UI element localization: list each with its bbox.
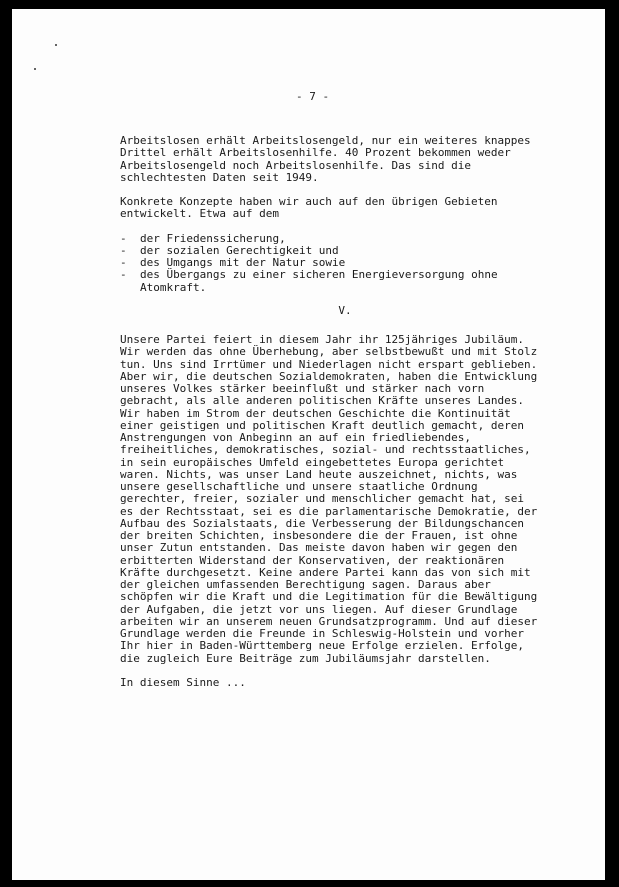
text-line: erbitterten Widerstand der Konservativen, der reaktionären xyxy=(120,553,505,567)
text-line: Aber wir, die deutschen Sozialdemokraten, haben die Entwicklung xyxy=(120,369,538,383)
list-item xyxy=(120,269,570,294)
text-line: einer geistigen und politischen Kraft deutlich gemacht, deren xyxy=(120,418,524,432)
text-line: unseres Volkes stärker beeinflußt und stärker nach vorn xyxy=(120,382,485,395)
text-line: entwickelt. Etwa auf dem xyxy=(120,207,279,221)
text-line: schlechtesten Daten seit 1949. xyxy=(120,170,319,184)
text-line: in sein europäisches Umfeld eingebettetes Europa gerichtet xyxy=(120,455,505,469)
scan-speck xyxy=(34,68,36,70)
list-marker: - xyxy=(120,256,127,269)
list-item-text: der Friedenssicherung, xyxy=(140,231,286,245)
text-line: arbeiten wir an unserem neuen Grundsatzprogramm. Und auf dieser xyxy=(120,614,538,628)
page-number: - 7 - xyxy=(296,90,330,103)
text-line: gebracht, als alle anderen politischen Kräfte unseres Landes. xyxy=(120,394,524,408)
text-line: Unsere Partei feiert in diesem Jahr ihr 125jähriges Jubiläum. xyxy=(120,333,524,346)
text-line: gerechter, freier, sozialer und menschlicher gemacht hat, sei xyxy=(120,492,524,506)
paragraph-anniversary xyxy=(120,334,570,665)
text-line: Arbeitslosen erhält Arbeitslosengeld, nur ein weiteres knappes xyxy=(120,134,531,147)
document-body xyxy=(120,135,570,689)
text-line: Wir haben im Strom der deutschen Geschichte die Kontinuität xyxy=(120,406,511,420)
text-line: Drittel erhält Arbeitslosenhilfe. 40 Prozent bekommen weder xyxy=(120,146,511,160)
list-item-text: der sozialen Gerechtigkeit und xyxy=(140,243,339,257)
text-line: Grundlage werden die Freunde in Schleswig-Holstein und vorher xyxy=(120,627,524,640)
paragraph-unemployment xyxy=(120,135,570,184)
list-item-text: des Umgangs mit der Natur sowie xyxy=(140,256,346,269)
text-line: waren. Nichts, was unser Land heute auszeichnet, nichts, was xyxy=(120,467,518,481)
text-line: die zugleich Eure Beiträge zum Jubiläumsjahr darstellen. xyxy=(120,651,491,665)
text-line: unsere gesellschaftliche und unsere staatliche Ordnung xyxy=(120,480,478,493)
text-line: Kräfte durchgesetzt. Keine andere Partei kann das von sich mit xyxy=(120,565,531,579)
text-line: Ihr hier in Baden-Württemberg neue Erfolge erzielen. Erfolge, xyxy=(120,639,524,653)
closing-line: In diesem Sinne ... xyxy=(120,675,246,689)
paragraph-concepts xyxy=(120,196,570,221)
text-line: Anstrengungen von Anbeginn an auf ein friedliebendes, xyxy=(120,431,471,444)
text-line: tun. Uns sind Irrtümer und Niederlagen nicht erspart geblieben. xyxy=(120,357,538,371)
text-line: der breiten Schichten, insbesondere die der Frauen, ist ohne xyxy=(120,529,518,542)
list-item xyxy=(120,233,570,245)
text-line: freiheitliches, demokratisches, sozial- und rechtsstaatliches, xyxy=(120,443,531,457)
text-line: Konkrete Konzepte haben wir auch auf den übrigen Gebieten xyxy=(120,195,498,208)
list-marker: - xyxy=(120,231,127,245)
list-item-text: Atomkraft. xyxy=(140,280,207,294)
text-line: Arbeitslosengeld noch Arbeitslosenhilfe. Das sind die xyxy=(120,158,471,172)
text-line: der gleichen umfassenden Berechtigung sagen. Daraus aber xyxy=(120,578,491,591)
text-line: Wir werden das ohne Überhebung, aber selbstbewußt und mit Stolz xyxy=(120,345,538,359)
text-line: Aufbau des Sozialstaats, die Verbesserung der Bildungschancen xyxy=(120,516,524,530)
list-marker: - xyxy=(120,268,127,282)
scan-speck xyxy=(55,44,57,46)
list-marker: - xyxy=(120,243,127,257)
text-line: unser Zutun entstanden. Das meiste davon haben wir gegen den xyxy=(120,541,518,555)
text-line: es der Rechtsstaat, sei es die parlamentarische Demokratie, der xyxy=(120,504,538,518)
section-heading: V. xyxy=(338,303,352,317)
text-line: der Aufgaben, die jetzt vor uns liegen. Auf dieser Grundlage xyxy=(120,602,518,616)
list-item-text: des Übergangs zu einer sicheren Energieversorgung ohne xyxy=(140,268,498,282)
document-page xyxy=(12,9,605,880)
text-line: schöpfen wir die Kraft und die Legitimation für die Bewältigung xyxy=(120,590,538,604)
concept-list xyxy=(120,233,570,294)
